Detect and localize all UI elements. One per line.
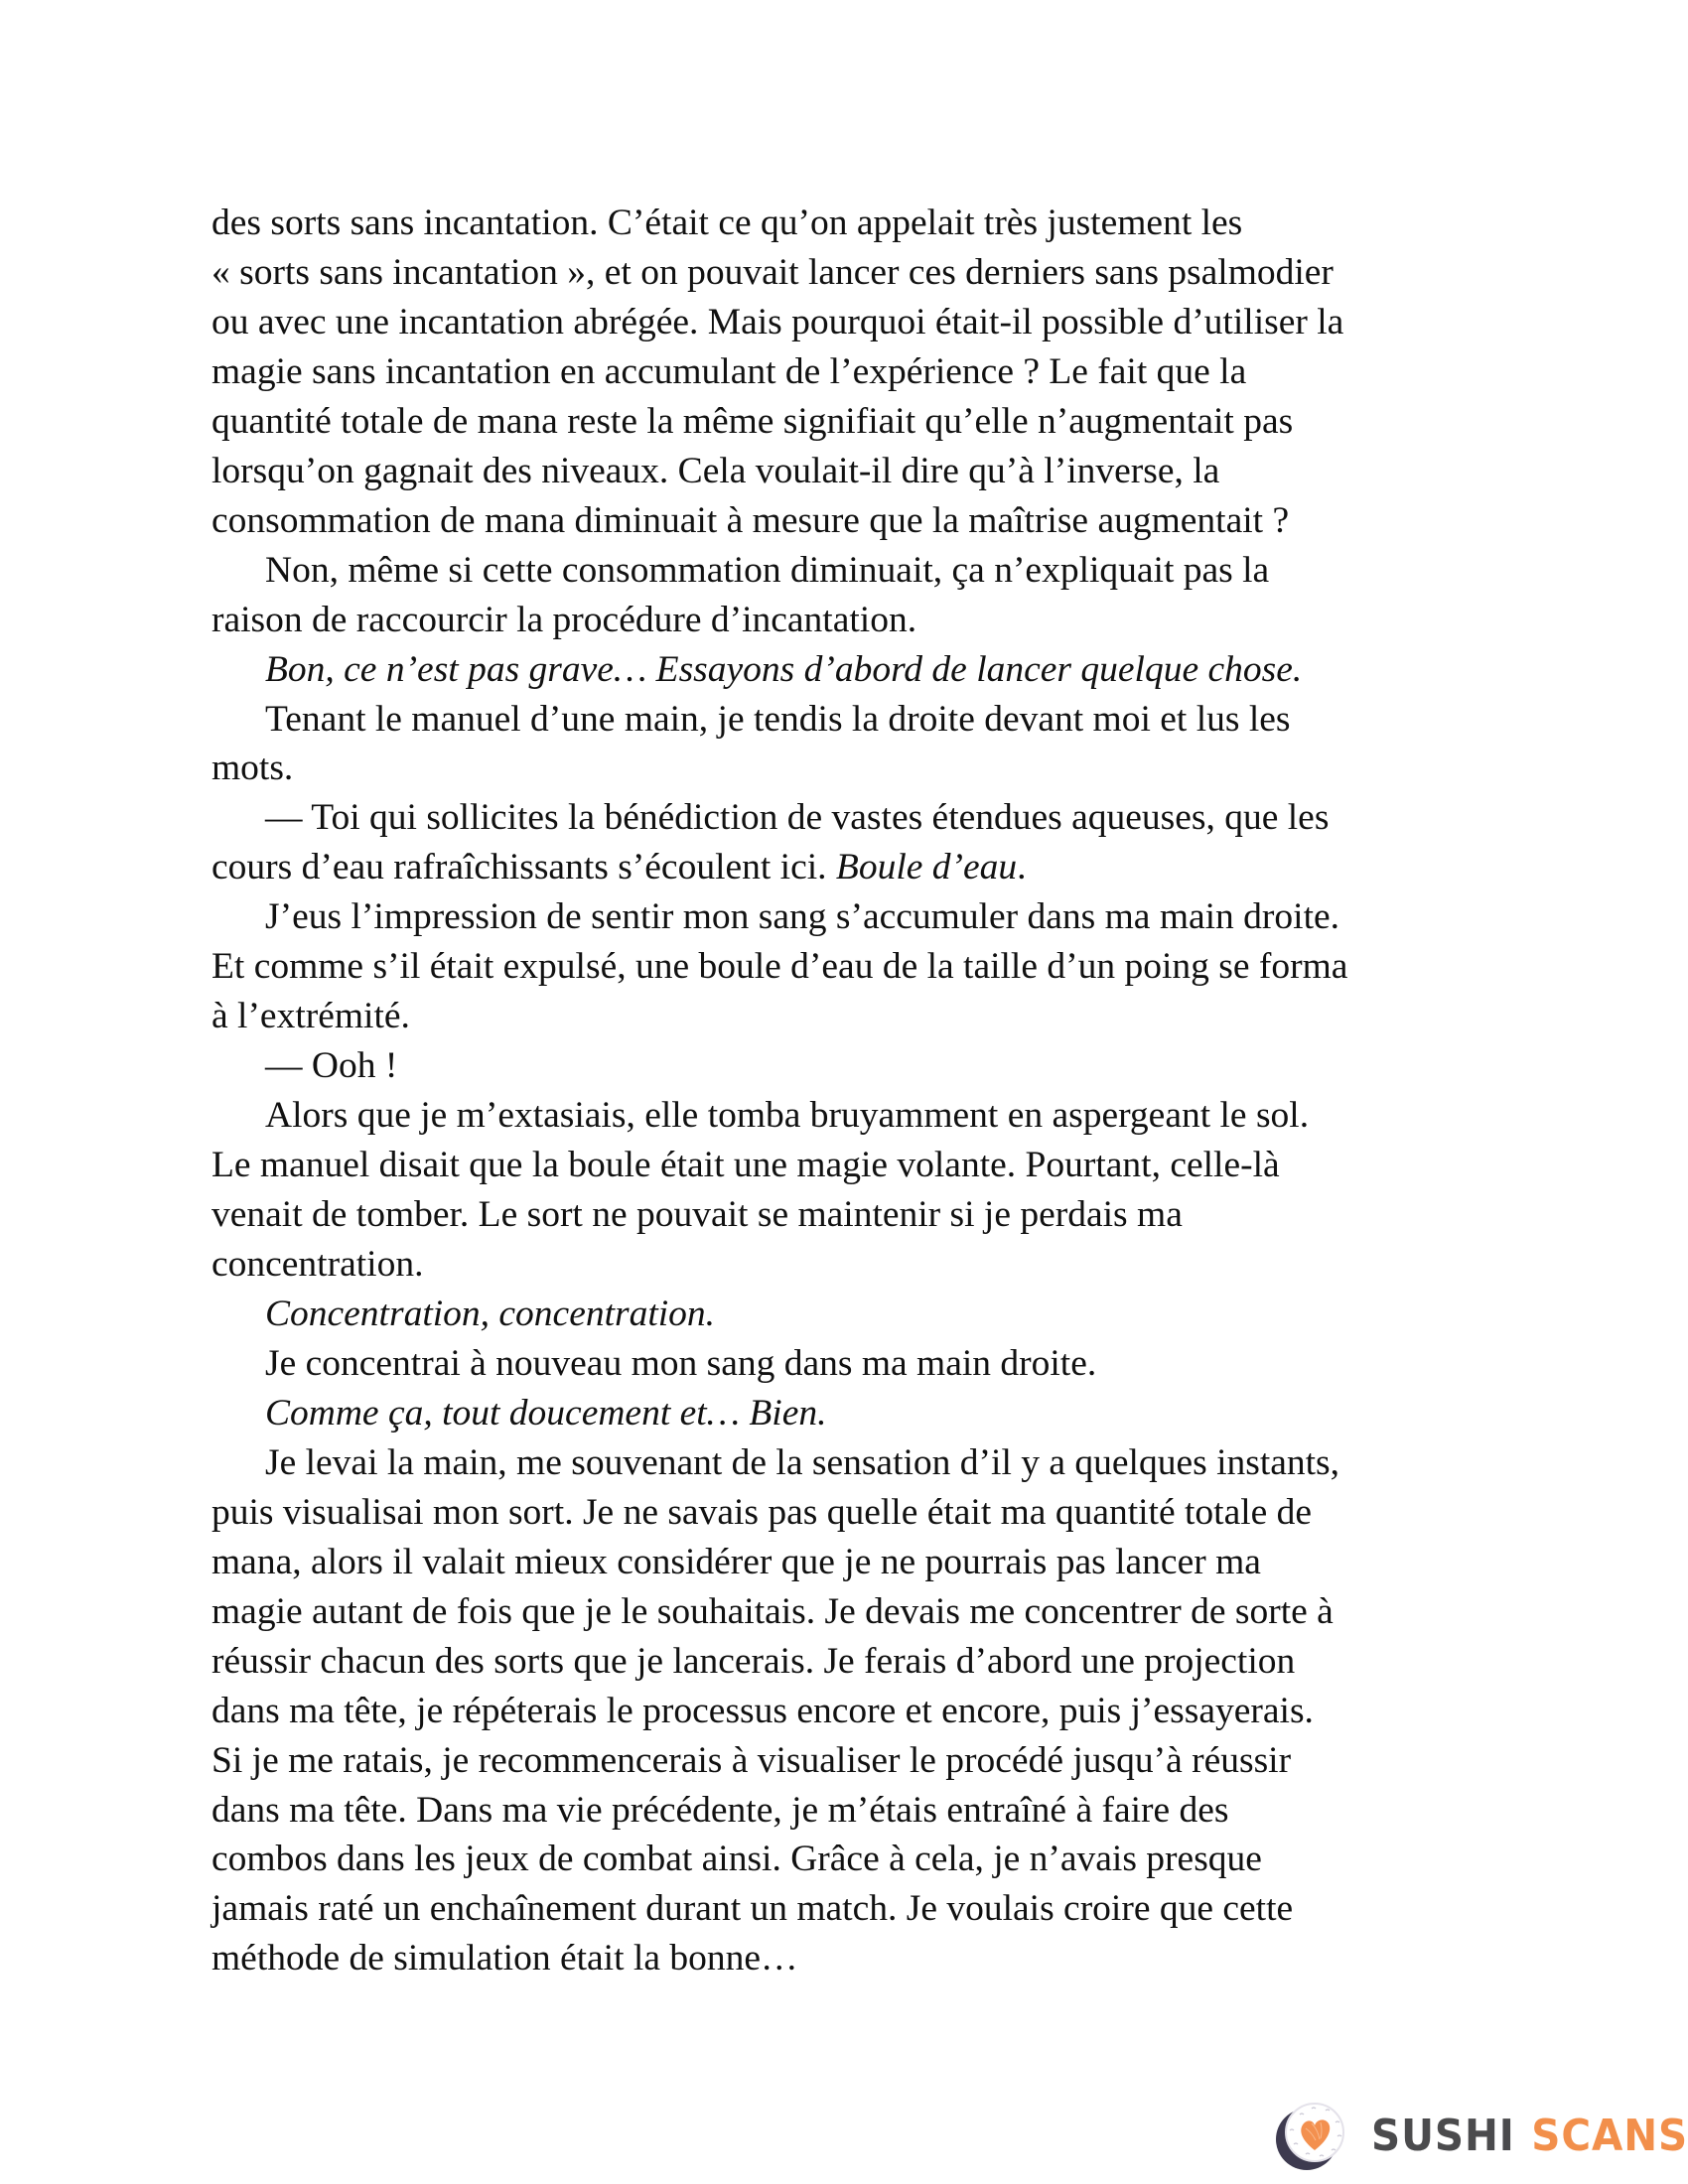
logo-word-sushi: SUSHI <box>1371 2111 1515 2161</box>
text-segment: Et comme s’il était expulsé, une boule d’eau de la taille d’un poing se forma <box>211 946 1348 988</box>
text-segment: Si je me ratais, je recommencerais à visualiser le procédé jusqu’à réussir <box>211 1739 1292 1781</box>
text-segment: venait de tomber. Le sort ne pouvait se maintenir si je perdais ma <box>211 1194 1183 1236</box>
text-segment: — Toi qui sollicites la bénédiction de vastes étendues aqueuses, que les <box>265 797 1330 839</box>
text-line <box>211 793 1492 843</box>
text-segment: magie sans incantation en accumulant de l’expérience ? Le fait que la <box>211 350 1247 392</box>
text-segment: méthode de simulation était la bonne… <box>211 1938 798 1979</box>
text-line <box>211 1587 1492 1637</box>
text-line <box>211 447 1492 496</box>
text-line <box>211 1736 1492 1786</box>
text-line <box>211 1438 1492 1488</box>
text-segment: puis visualisai mon sort. Je ne savais pas quelle était ma quantité totale de <box>211 1491 1313 1533</box>
text-segment: . <box>1017 847 1027 888</box>
text-line <box>211 1339 1492 1389</box>
italic-text-segment: Bon, ce n’est pas grave… Essayons d’abord de lancer quelque chose. <box>265 648 1303 690</box>
text-line <box>211 1835 1492 1884</box>
text-line <box>211 744 1492 793</box>
text-line <box>211 1687 1492 1736</box>
text-line <box>211 843 1492 892</box>
text-line <box>211 892 1492 942</box>
text-segment: raison de raccourcir la procédure d’incantation. <box>211 599 917 640</box>
text-segment: réussir chacun des sorts que je lancerais. Je ferais d’abord une projection <box>211 1640 1296 1682</box>
text-segment: Tenant le manuel d’une main, je tendis la droite devant moi et lus les <box>265 698 1291 740</box>
text-line <box>211 1240 1492 1290</box>
text-line <box>211 1786 1492 1836</box>
text-line <box>211 1934 1492 1983</box>
sushi-scans-logo <box>1274 2101 1688 2172</box>
text-segment: dans ma tête, je répéterais le processus encore et encore, puis j’essayerais. <box>211 1690 1314 1731</box>
logo-wordmark <box>1371 2111 1688 2161</box>
text-line <box>211 248 1492 298</box>
text-segment: lorsqu’on gagnait des niveaux. Cela voulait-il dire qu’à l’inverse, la <box>211 450 1220 491</box>
italic-text-segment: Boule d’eau <box>835 847 1018 888</box>
text-line <box>211 992 1492 1041</box>
text-line <box>211 199 1492 248</box>
text-segment: dans ma tête. Dans ma vie précédente, je m’étais entraîné à faire des <box>211 1789 1229 1831</box>
text-segment: des sorts sans incantation. C’était ce qu’on appelait très justement les <box>211 203 1243 243</box>
sushi-roll-heart-icon <box>1274 2101 1347 2172</box>
text-segment: consommation de mana diminuait à mesure que la maîtrise augmentait ? <box>211 499 1290 541</box>
text-line <box>211 397 1492 447</box>
text-segment: magie autant de fois que je le souhaitais. Je devais me concentrer de sorte à <box>211 1590 1334 1632</box>
text-line <box>211 1091 1492 1141</box>
text-line <box>211 695 1492 745</box>
text-line <box>211 298 1492 347</box>
text-line <box>211 596 1492 645</box>
text-line <box>211 1884 1492 1934</box>
text-segment: Le manuel disait que la boule était une magie volante. Pourtant, celle-là <box>211 1145 1280 1186</box>
logo-word-scans: SCANS <box>1531 2111 1688 2161</box>
page-body-text <box>211 199 1492 1983</box>
text-segment: mots. <box>211 748 294 789</box>
text-line <box>211 1488 1492 1538</box>
text-segment: J’eus l’impression de sentir mon sang s’accumuler dans ma main droite. <box>265 896 1340 938</box>
text-line <box>211 1141 1492 1190</box>
text-line <box>211 1290 1492 1339</box>
text-line <box>211 1041 1492 1091</box>
text-segment: Je levai la main, me souvenant de la sensation d’il y a quelques instants, <box>265 1441 1340 1483</box>
text-segment: concentration. <box>211 1244 424 1286</box>
text-line <box>211 496 1492 546</box>
text-segment: ou avec une incantation abrégée. Mais pourquoi était-il possible d’utiliser la <box>211 301 1344 342</box>
text-segment: cours d’eau rafraîchissants s’écoulent ici. <box>211 847 836 888</box>
text-segment: « sorts sans incantation », et on pouvait lancer ces derniers sans psalmodier <box>211 251 1334 293</box>
italic-text-segment: Comme ça, tout doucement et… Bien. <box>265 1392 827 1433</box>
text-segment: jamais raté un enchaînement durant un match. Je voulais croire que cette <box>211 1888 1294 1930</box>
text-line <box>211 942 1492 992</box>
text-segment: combos dans les jeux de combat ainsi. Grâce à cela, je n’avais presque <box>211 1839 1262 1880</box>
text-line <box>211 1538 1492 1587</box>
text-segment: Alors que je m’extasiais, elle tomba bruyamment en aspergeant le sol. <box>265 1095 1310 1137</box>
italic-text-segment: Concentration, concentration. <box>265 1293 716 1334</box>
text-line <box>211 1637 1492 1687</box>
text-segment: à l’extrémité. <box>211 996 410 1037</box>
text-segment: mana, alors il valait mieux considérer que je ne pourrais pas lancer ma <box>211 1541 1261 1582</box>
text-line <box>211 1389 1492 1438</box>
text-line <box>211 645 1492 695</box>
text-line <box>211 546 1492 596</box>
text-segment: Non, même si cette consommation diminuait, ça n’expliquait pas la <box>265 549 1270 591</box>
text-line <box>211 1190 1492 1240</box>
text-segment: Je concentrai à nouveau mon sang dans ma main droite. <box>265 1342 1097 1384</box>
text-segment: quantité totale de mana reste la même signifiait qu’elle n’augmentait pas <box>211 400 1294 442</box>
text-segment: — Ooh ! <box>265 1045 398 1087</box>
text-line <box>211 347 1492 397</box>
